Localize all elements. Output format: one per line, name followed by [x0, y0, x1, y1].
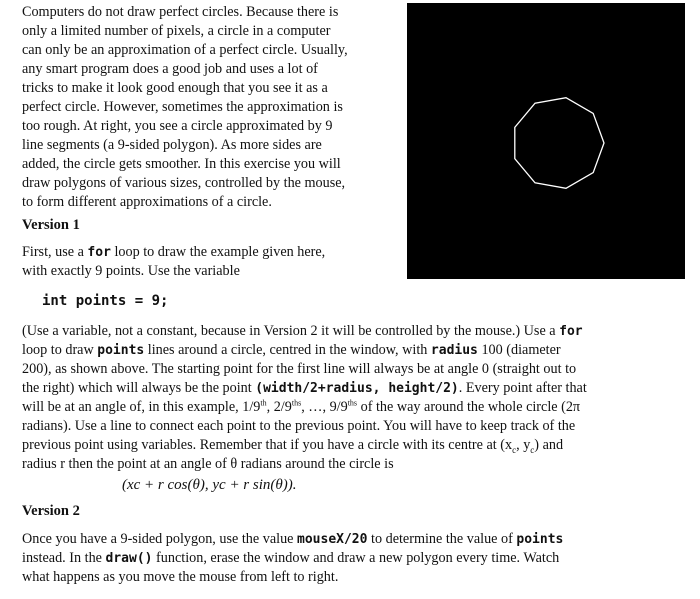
intro-line: tricks to make it look good enough that you see it as a: [22, 80, 328, 96]
v1-line: First, use a for loop to draw the example given here,: [22, 244, 326, 260]
v1-line: the right) which will always be the point (width/2+radius, height/2). Every point after that: [22, 380, 587, 396]
v1-line: radius r then the point at an angle of θ radians around the circle is: [22, 456, 394, 472]
intro-line: perfect circle. However, sometimes the approximation is: [22, 99, 343, 115]
code-line: int points = 9;: [42, 293, 169, 309]
intro-line: too rough. At right, you see a circle approximated by 9: [22, 118, 333, 134]
v1-line: (Use a variable, not a constant, because in Version 2 it will be controlled by the mouse.) Use a for: [22, 323, 583, 339]
v1-line: with exactly 9 points. Use the variable: [22, 263, 240, 279]
v1-line: previous point using variables. Remember that if you have a circle with its centre at ($x_c$, $y_c$) and: [22, 437, 564, 455]
intro-line: only a limited number of pixels, a circle in a computer: [22, 23, 331, 39]
intro-line: added, the circle gets smoother. In this exercise you will: [22, 156, 341, 172]
intro-line: to form different approximations of a circle.: [22, 194, 272, 210]
formula: (xc + r cos(θ), yc + r sin(θ)).: [122, 477, 297, 493]
version-1-heading: Version 1: [22, 217, 80, 233]
nonagon-polygon: [515, 98, 604, 189]
version-2-heading: Version 2: [22, 503, 80, 519]
intro-line: any smart program does a good job and uses a lot of: [22, 61, 318, 77]
v1-line: loop to draw points lines around a circle, centred in the window, with radius 100 (diameter: [22, 342, 561, 358]
v1-line: 200), as shown above. The starting point for the first line will always be at angle 0 (straight out to: [22, 361, 577, 377]
v2-line: what happens as you move the mouse from left to right.: [22, 569, 339, 585]
v1-line: radians). Use a line to connect each point to the previous point. You will have to keep track of the: [22, 418, 576, 434]
intro-line: Computers do not draw perfect circles. Because there is: [22, 4, 339, 20]
intro-line: draw polygons of various sizes, controlled by the mouse,: [22, 175, 346, 191]
intro-line: can only be an approximation of a perfect circle. Usually,: [22, 42, 348, 58]
intro-line: line segments (a 9-sided polygon). As more sides are: [22, 137, 322, 153]
v2-line: Once you have a 9-sided polygon, use the value mouseX/20 to determine the value of points: [22, 531, 564, 547]
polygon-svg: [407, 3, 685, 279]
v1-line: will be at an angle of, in this example, 1/9th, $2/9^{ths}$, …, $9/9^{ths}$ of the way around the whole circle (2π: [22, 398, 581, 415]
polygon-canvas: [407, 3, 685, 279]
v2-line: instead. In the draw() function, erase the window and draw a new polygon every time. Watch: [22, 550, 560, 566]
